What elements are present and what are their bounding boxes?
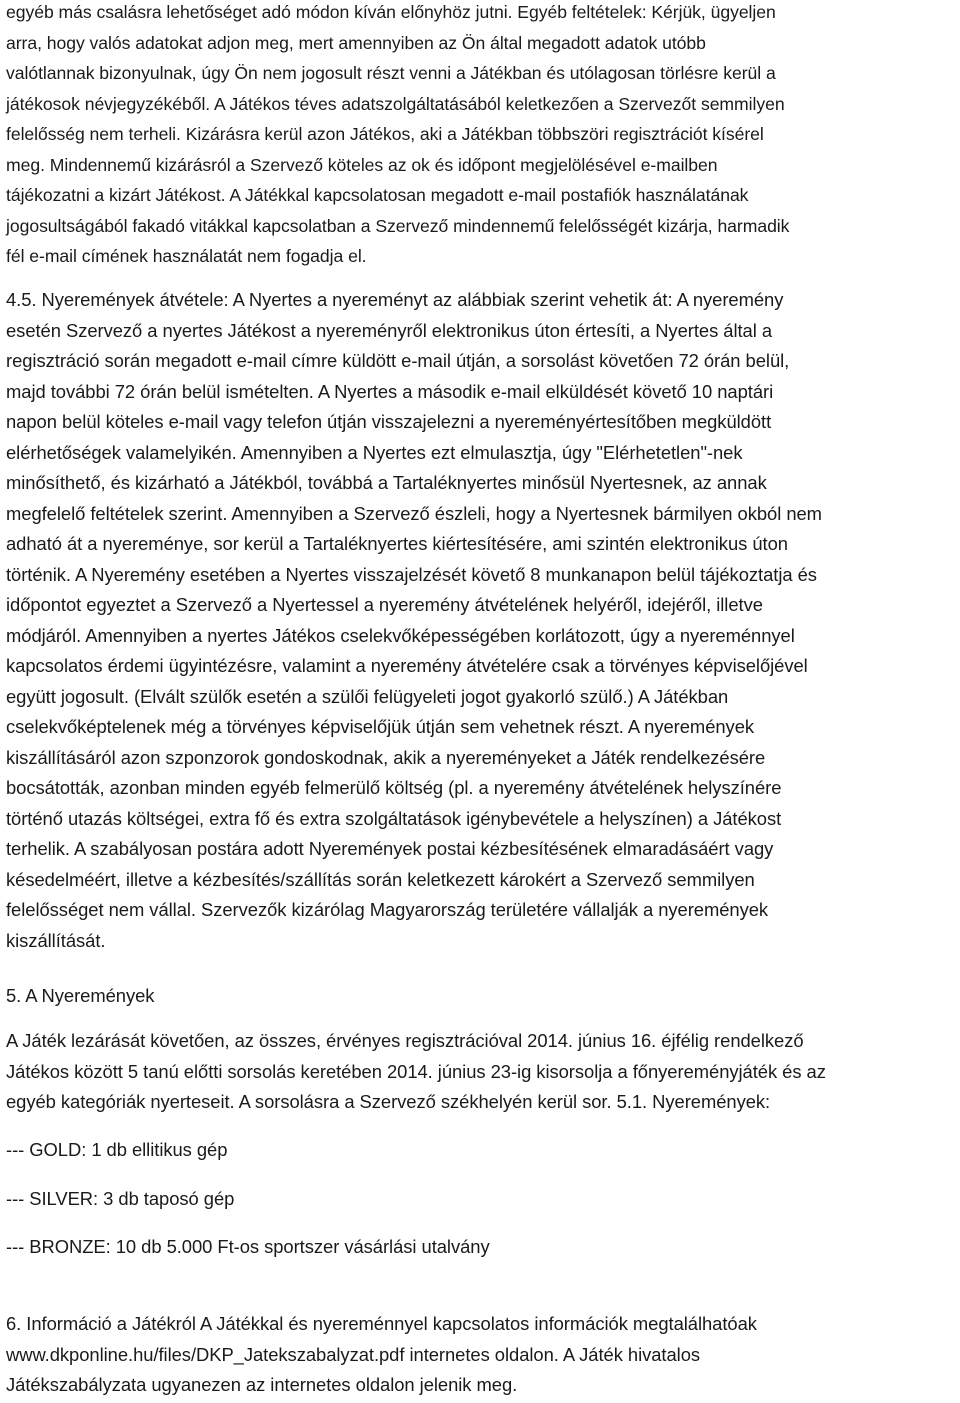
paragraph-line: kiszállításáról azon szponzorok gondoskodnak, akik a nyereményeket a Játék rendelkezésére	[6, 746, 766, 768]
paragraph-line: tájékozatni a kizárt Játékost. A Játékkal kapcsolatosan megadott e-mail postafiók használatának	[6, 185, 749, 205]
paragraph-line: napon belül köteles e-mail vagy telefon útján visszajelezni a nyereményértesítőben megküldött	[6, 411, 772, 432]
paragraph-line: időpontot egyeztet a Szervező a Nyertessel a nyeremény átvételének helyéről, idejéről, illetve	[6, 594, 763, 615]
paragraph-line: A Játék lezárását követően, az összes, érvényes regisztrációval 2014. június 16. éjfélig rendelkező	[6, 1030, 804, 1051]
section-5-body	[6, 1026, 826, 1118]
website-url-line: www.dkponline.hu/files/DKP_Jatekszabalyzat.pdf internetes oldalon. A Játék hivatalos	[6, 1343, 701, 1365]
paragraph-line: meg. Mindennemű kizárásról a Szervező köteles az ok és időpont megjelölésével e-mailben	[6, 154, 718, 175]
paragraph-line: valótlannak bizonyulnak, úgy Ön nem jogosult részt venni a Játékban és utólagosan törlésre kerül a	[6, 63, 776, 83]
paragraph-line: megfelelő feltételek szerint. Amennyiben a Szervező észleli, hogy a Nyertesnek bármilyen okból nem	[6, 502, 822, 524]
paragraph-line: történő utazás költségei, extra fő és extra szolgáltatások igénybevétele a helyszínen) a Játékost	[6, 807, 782, 829]
paragraph-line: felelősséget nem vállal. Szervezők kizárólag Magyarország területére vállalják a nyeremények	[6, 899, 769, 920]
paragraph-line: minősíthető, és kizárható a Játékból, továbbá a Tartaléknyertes minősül Nyertesnek, az annak	[6, 472, 767, 493]
paragraph-line: majd további 72 órán belül ismételten. A Nyertes a második e-mail elküldését követő 10 naptári	[6, 380, 774, 402]
prize-item-bronze: --- BRONZE: 10 db 5.000 Ft-os sportszer vásárlási utalvány	[6, 1236, 490, 1257]
paragraph-line: módjáról. Amennyiben a nyertes Játékos cselekvőképességében korlátozott, úgy a nyereménnyel	[6, 624, 795, 646]
section-4-5-prize-collection	[6, 285, 822, 956]
paragraph-line: felelősség nem terheli. Kizárásra kerül azon Játékos, aki a Játékban többszöri regisztrációt kísérel	[6, 124, 764, 144]
paragraph-data-validity	[6, 0, 789, 272]
paragraph-line: kapcsolatos érdemi ügyintézésre, valamint a nyeremény átvételére csak a törvényes képviselőjével	[6, 655, 808, 676]
paragraph-line: arra, hogy valós adatokat adjon meg, mert amennyiben az Ön által megadott adatok utóbb	[6, 32, 706, 53]
paragraph-line: késedelméért, illetve a kézbesítés/szállítás során keletkezett károkért a Szervező semmilyen	[6, 868, 755, 890]
paragraph-line: fél e-mail címének használatát nem fogadja el.	[6, 246, 367, 266]
paragraph-line: 4.5. Nyeremények átvétele: A Nyertes a nyereményt az alábbiak szerint vehetik át: A nyeremény	[6, 289, 784, 310]
paragraph-line: adható át a nyereménye, sor kerül a Tartaléknyertes kiértesítésére, ami szintén elektronikus úton	[6, 533, 788, 554]
paragraph-line: játékosok névjegyzékéből. A Játékos téves adatszolgáltatásából keletkezően a Szervezőt semmilyen	[6, 93, 785, 114]
prize-item-gold: --- GOLD: 1 db ellitikus gép	[6, 1139, 228, 1160]
prize-item-silver: --- SILVER: 3 db taposó gép	[6, 1187, 235, 1209]
paragraph-line: elérhetőségek valamelyikén. Amennyiben a Nyertes ezt elmulasztja, úgy "Elérhetetlen"-nek	[6, 441, 743, 463]
section-6-information	[6, 1309, 757, 1401]
section-5-heading	[6, 981, 154, 1012]
paragraph-line: egyéb kategóriák nyerteseit. A sorsolásra a Szervező székhelyén kerül sor. 5.1. Nyeremények:	[6, 1091, 771, 1112]
paragraph-line: bocsátották, azonban minden egyéb felmerülő költség (pl. a nyeremény átvételének helyszínére	[6, 777, 782, 798]
paragraph-line: Játékszabályzata ugyanezen az internetes oldalon jelenik meg.	[6, 1374, 518, 1395]
paragraph-line: cselekvőképtelenek még a törvényes képviselőjük útján sem vehetnek részt. A nyeremények	[6, 716, 755, 737]
paragraph-line: jogosultságából fakadó vitákkal kapcsolatban a Szervező mindennemű felelősségét kizárja, harmadik	[6, 215, 790, 236]
paragraph-line: 6. Információ a Játékról A Játékkal és nyereménnyel kapcsolatos információk megtalálhatóak	[6, 1313, 757, 1334]
paragraph-line: kiszállítását.	[6, 929, 106, 951]
paragraph-line: történik. A Nyeremény esetében a Nyertes visszajelzését követő 8 munkanapon belül tájékoztatja és	[6, 563, 817, 585]
paragraph-line: Játékos között 5 tanú előtti sorsolás keretében 2014. június 23-ig kisorsolja a főnyereményjáték és az	[6, 1060, 826, 1082]
paragraph-line: egyéb más csalásra lehetőséget adó módon kíván előnyhöz jutni. Egyéb feltételek: Kérjük, ügyeljen	[6, 2, 776, 22]
paragraph-line: esetén Szervező a nyertes Játékost a nyereményről elektronikus úton értesíti, a Nyertes által a	[6, 319, 772, 341]
paragraph-line: terhelik. A szabályosan postára adott Nyeremények postai kézbesítésének elmaradásáért vagy	[6, 838, 774, 859]
section-heading: 5. A Nyeremények	[6, 985, 155, 1006]
prize-list	[6, 1135, 490, 1263]
paragraph-line: regisztráció során megadott e-mail címre küldött e-mail útján, a sorsolást követően 72 órán belül,	[6, 350, 790, 371]
paragraph-line: együtt jogosult. (Elvált szülők esetén a szülői felügyeleti jogot gyakorló szülő.) A Játékban	[6, 685, 729, 707]
